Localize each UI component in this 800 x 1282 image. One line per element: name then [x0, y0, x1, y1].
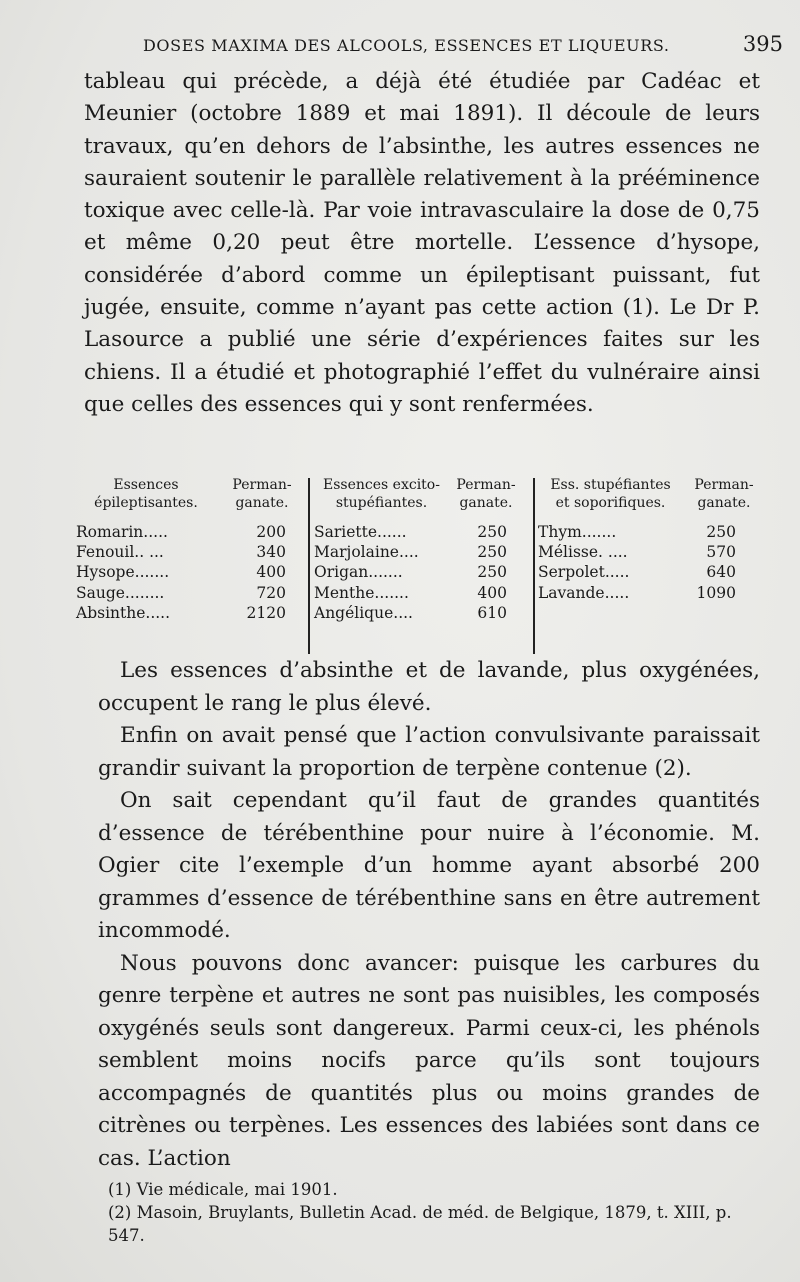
body-text-top	[84, 66, 760, 421]
permanganate-value: 400	[256, 563, 286, 582]
permanganate-value: 570	[706, 543, 736, 562]
permanganate-value: 610	[477, 603, 507, 622]
table-row	[538, 583, 766, 603]
essence-name: Serpolet.....	[538, 563, 630, 582]
table-row	[76, 603, 301, 623]
permanganate-value: 640	[706, 563, 736, 582]
essence-name: Absinthe.....	[76, 603, 171, 622]
essence-name: Thym.......	[538, 523, 617, 541]
group-header-name: Ess. stupéfiantes et soporifiques.	[550, 477, 671, 511]
table-row	[314, 522, 517, 542]
table-row	[314, 562, 517, 582]
permanganate-value: 1090	[696, 583, 736, 602]
permanganate-value: 340	[256, 543, 286, 562]
table-row	[538, 562, 766, 582]
table-group-excito-stupefiantes	[314, 476, 517, 656]
essence-name: Hysope.......	[76, 563, 170, 582]
essence-name: Angélique....	[314, 603, 413, 622]
permanganate-value: 720	[256, 583, 286, 602]
page-header	[143, 32, 783, 60]
permanganate-value: 250	[477, 543, 507, 562]
table-row	[76, 522, 301, 542]
table-row	[76, 562, 301, 582]
permanganate-value: 250	[477, 523, 507, 541]
essence-name: Menthe.......	[314, 583, 409, 602]
permanganate-table	[76, 476, 766, 656]
running-head: DOSES MAXIMA DES ALCOOLS, ESSENCES ET LIQUEURS.	[143, 36, 670, 55]
table-row	[538, 522, 766, 542]
group-header-value: Perman- ganate.	[694, 477, 754, 511]
permanganate-value: 250	[477, 563, 507, 582]
footnote-2: (2) Masoin, Bruylants, Bulletin Acad. de méd. de Belgique, 1879, t. XIII, p. 547.	[108, 1203, 732, 1245]
essence-name: Mélisse. ....	[538, 543, 628, 562]
table-group-epileptisantes	[76, 476, 301, 656]
paragraph-convulsivante: Enfin on avait pensé que l’action convulsivante paraissait grandir suivant la proportion de terpène contenue (2).	[98, 723, 760, 781]
essence-name: Sariette......	[314, 523, 407, 541]
group-header-value: Perman- ganate.	[232, 477, 292, 511]
table-row	[314, 542, 517, 562]
page-number: 395	[742, 32, 783, 56]
table-group-stupefiantes-soporifiques	[538, 476, 766, 656]
permanganate-value: 200	[256, 523, 286, 541]
table-divider	[308, 478, 310, 654]
paragraph-terebenthine: On sait cependant qu’il faut de grandes quantités d’essence de térébenthine pour nuire à l’économie. M. Ogier cite l’exemple d’un homme ayant absorbé 200 grammes d’essence de térébenthine sans en être autrement incommodé.	[98, 788, 760, 943]
table-row	[76, 583, 301, 603]
paragraph-absinthe-lavande: Les essences d’absinthe et de lavande, plus oxygénées, occupent le rang le plus élevé.	[98, 658, 760, 716]
permanganate-value: 2120	[246, 603, 286, 622]
group-header-name: Essences excito- stupéfiantes.	[323, 477, 440, 511]
essence-name: Fenouil.. ...	[76, 543, 164, 562]
permanganate-value: 250	[706, 523, 736, 541]
paragraph-carbures: Nous pouvons donc avancer: puisque les carbures du genre terpène et autres ne sont pas nuisibles, les composés oxygénés seuls sont dangereux. Parmi ceux-ci, les phénols semblent moins nocifs parce qu’ils sont toujours accompagnés de quantités plus ou moins grandes de citrènes ou terpènes. Les essences des labiées sont dans ce cas. L’action	[98, 950, 760, 1171]
table-row	[76, 542, 301, 562]
group-header-name: Essences épileptisantes.	[94, 477, 198, 511]
table-row	[538, 542, 766, 562]
group-header-value: Perman- ganate.	[456, 477, 516, 511]
table-row	[314, 583, 517, 603]
essence-name: Lavande.....	[538, 583, 630, 602]
essence-name: Marjolaine....	[314, 543, 419, 562]
body-text-bottom	[98, 655, 760, 1175]
footnote-1: (1) Vie médicale, mai 1901.	[108, 1180, 338, 1199]
essence-name: Origan.......	[314, 563, 403, 582]
permanganate-value: 400	[477, 583, 507, 602]
essence-name: Romarin.....	[76, 523, 168, 541]
footnotes	[108, 1178, 768, 1247]
essence-name: Sauge........	[76, 583, 165, 602]
table-divider	[533, 478, 535, 654]
paragraph-intro: tableau qui précède, a déjà été étudiée par Cadéac et Meunier (octobre 1889 et mai 1891). Il découle de leurs travaux, qu’en dehors de l’absinthe, les autres essences ne sauraient soutenir le parallèle relativement à la prééminence toxique avec celle-là. Par voie intravasculaire la dose de 0,75 et même 0,20 peut être mortelle. L’essence d’hysope, considérée d’abord comme un épileptisant puissant, fut jugée, ensuite, comme n’ayant pas cette action (1). Le Dr P. Lasource a publié une série d’expériences faites sur les chiens. Il a étudié et photographié l’effet du vulnéraire ainsi que celles des essences qui y sont renfermées.	[84, 69, 760, 417]
table-row	[314, 603, 517, 623]
